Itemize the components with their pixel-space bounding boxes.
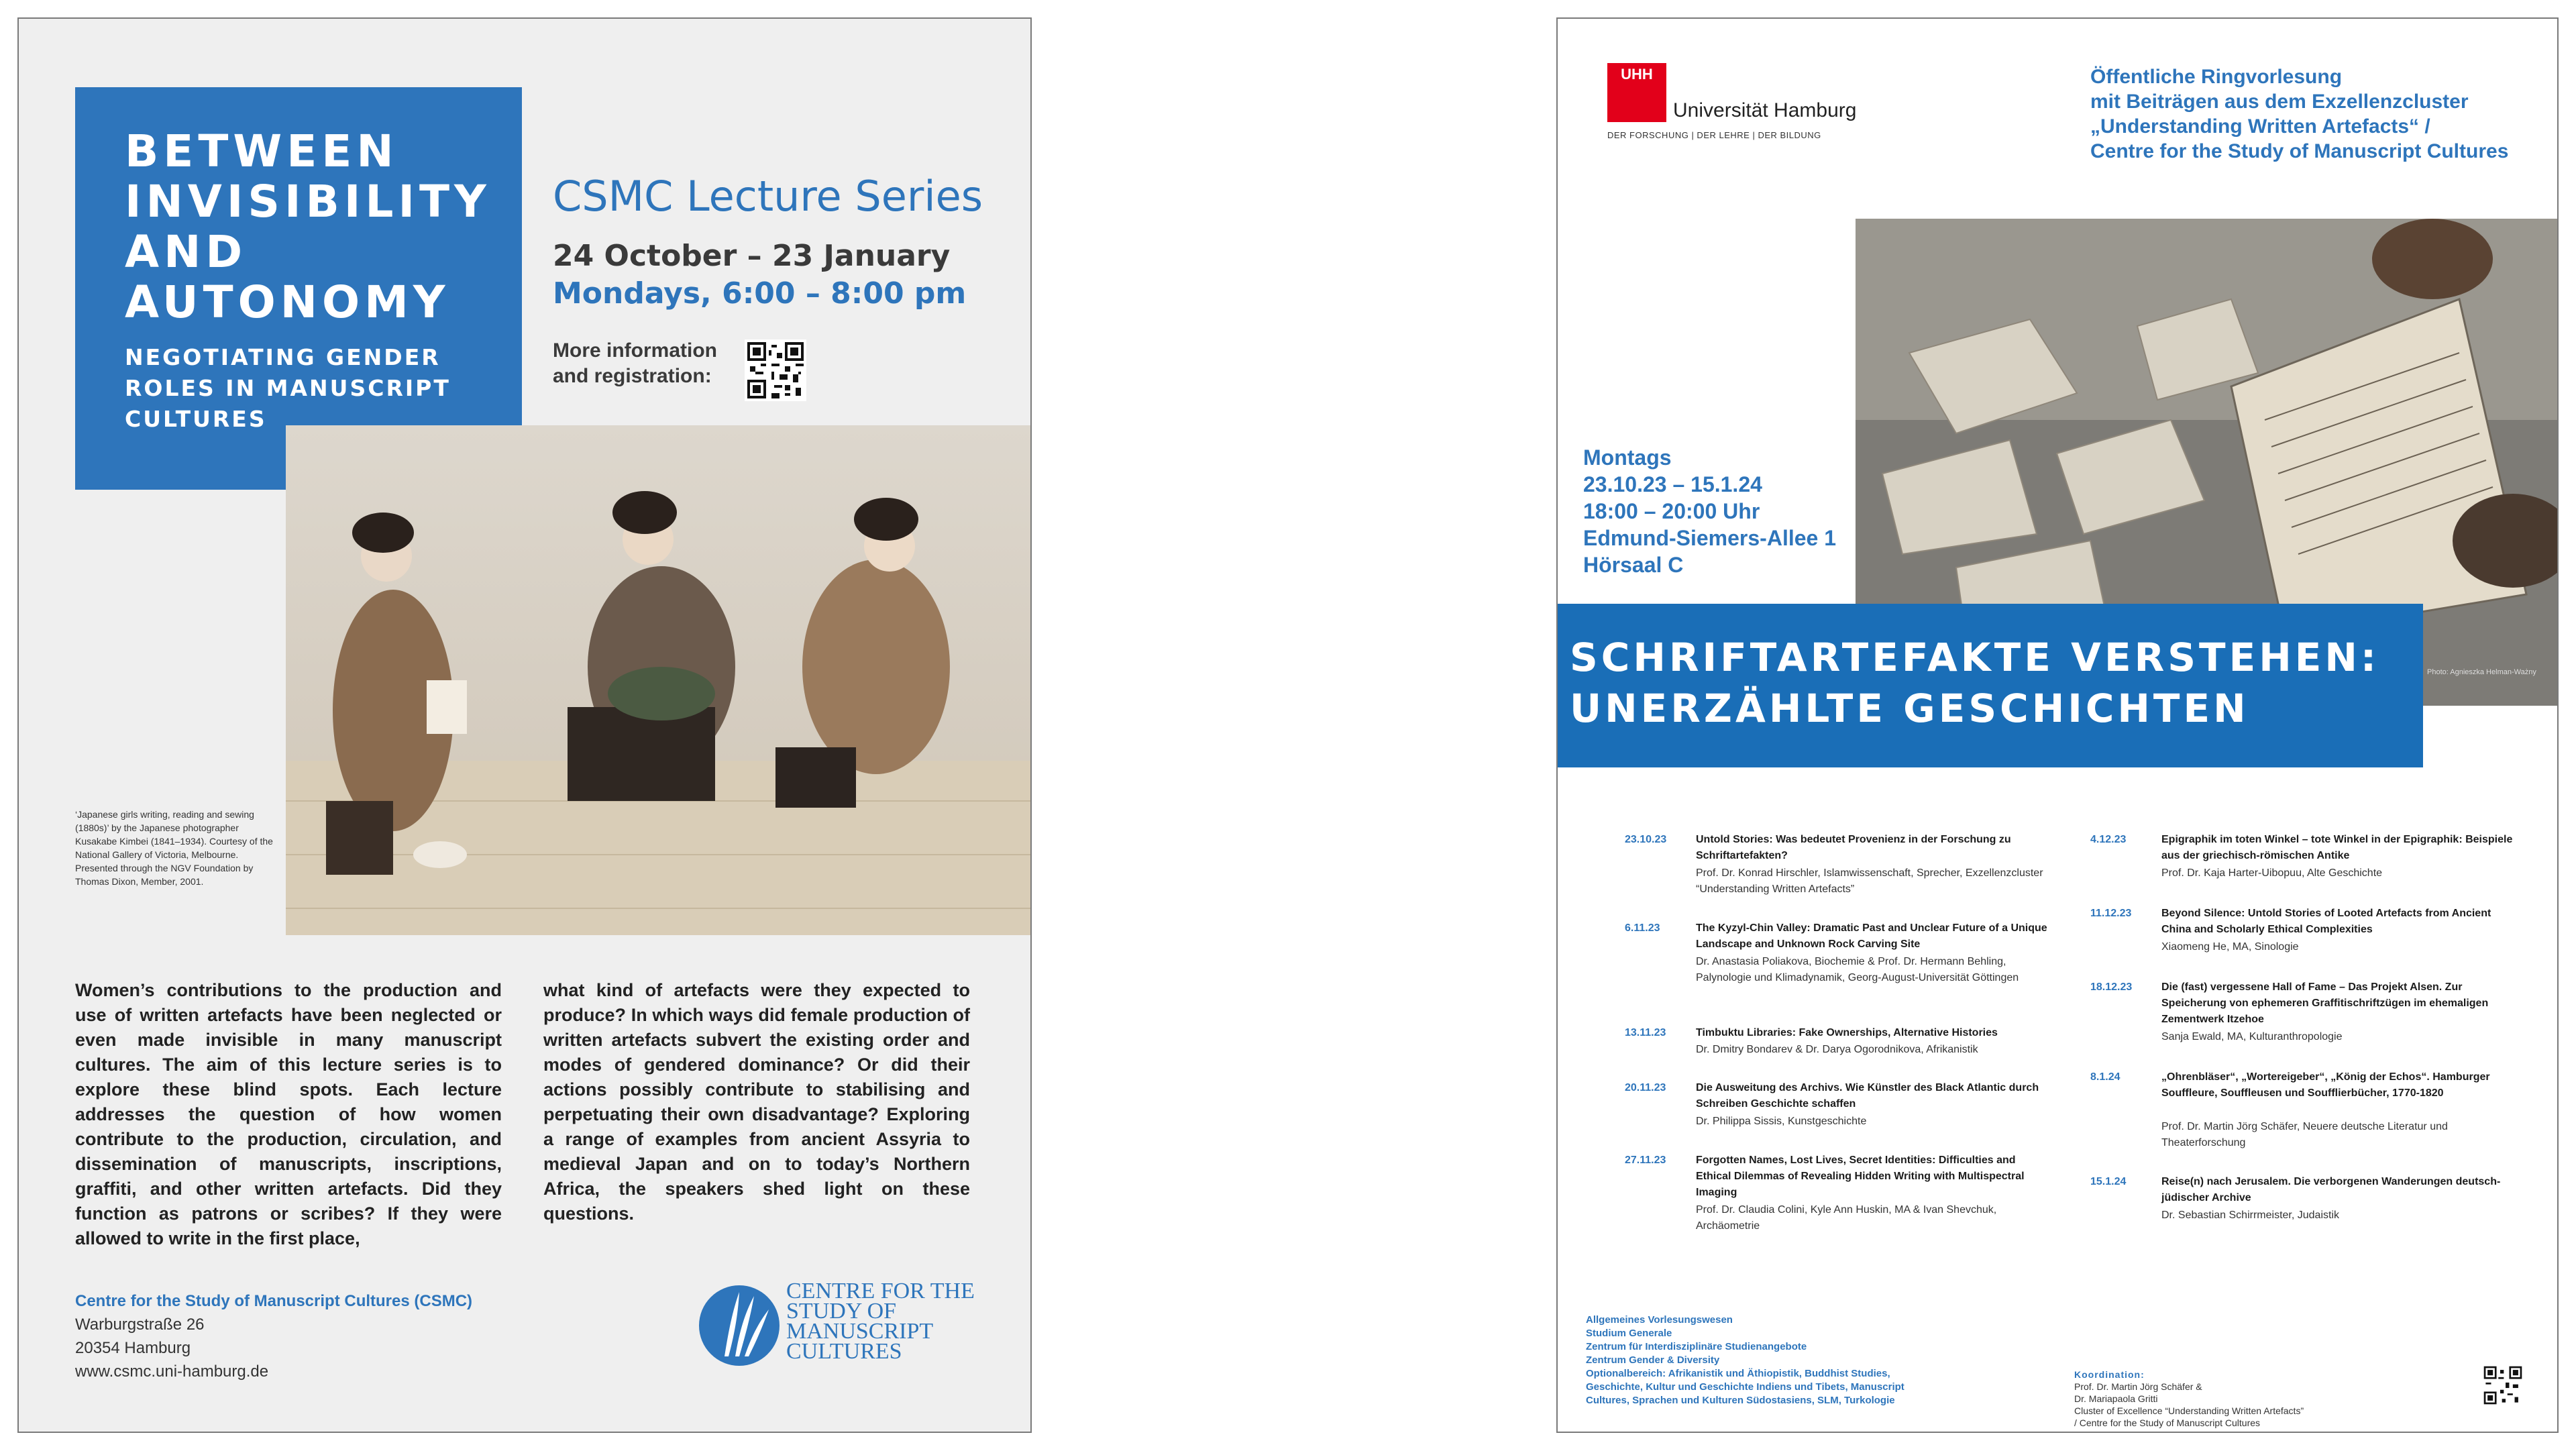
contact-block xyxy=(75,1289,472,1383)
university-tagline: DER FORSCHUNG | DER LEHRE | DER BILDUNG xyxy=(1607,130,1821,140)
lecture-title: „Ohrenbläser“, „Wortereigeber“, „König der Echos“. Hamburger Souffleure, Souffleusen und Soufflierbücher, 1770-1820 xyxy=(2161,1071,2490,1099)
historic-photograph-japanese-girls xyxy=(286,425,1030,935)
lecture-date: 15.1.24 xyxy=(2090,1176,2127,1187)
lecture-title: Timbuktu Libraries: Fake Ownerships, Alternative Histories xyxy=(1696,1027,1998,1038)
poster-title: SCHRIFTARTEFAKTE VERSTEHEN: UNERZÄHLTE GESCHICHTEN xyxy=(1570,635,2380,731)
coordination-line: Cluster of Excellence “Understanding Written Artefacts” xyxy=(2074,1405,2304,1416)
lecture-speaker: Dr. Dmitry Bondarev & Dr. Darya Ogorodnikova, Afrikanistik xyxy=(1696,1044,1978,1055)
organizer-line: Geschichte, Kultur und Geschichte Indiens und Tibets, Manuscript xyxy=(1586,1381,1904,1393)
lecture-date: 11.12.23 xyxy=(2090,908,2132,919)
lecture-speaker: Prof. Dr. Martin Jörg Schäfer, Neuere deutsche Literatur und Theaterforschung xyxy=(2161,1121,2448,1148)
intro-text-column-1: Women’s contributions to the production and use of written artefacts have been neglected or even made invisible in many manuscript cultures. The aim of this lecture series is to explore these blind spots. Each lecture addresses the question of how women contribute to the production, circulation, and dissemination of manuscripts, inscriptions, graffiti, and other written artefacts. Did they function as patrons or scribes? If they were allowed to write in the first place, xyxy=(75,980,502,1248)
program-qr-code[interactable] xyxy=(2482,1364,2524,1406)
organizers-list xyxy=(1586,1313,1904,1407)
lecture-title: Die Ausweitung des Archivs. Wie Künstler des Black Atlantic durch Schreiben Geschichte schaffen xyxy=(1696,1082,2039,1110)
title-bar xyxy=(1558,604,2423,767)
lecture-date: 8.1.24 xyxy=(2090,1071,2121,1083)
university-name: Universität Hamburg xyxy=(1673,99,1857,121)
lecture-title: Beyond Silence: Untold Stories of Looted Artefacts from Ancient China and Scholarly Ethical Complexities xyxy=(2161,908,2491,935)
organizer-line: Cultures, Sprachen und Kulturen Südostasiens, SLM, Turkologie xyxy=(1586,1395,1895,1406)
contact-city: 20354 Hamburg xyxy=(75,1339,191,1357)
lecture-date: 27.11.23 xyxy=(1625,1155,1666,1166)
photo-caption: ‘Japanese girls writing, reading and sewing (1880s)’ by the Japanese photographer Kusakabe Kimbei (1841–1934). Courtesy of the National Gallery of Victoria, Melbourne. Presented through the NGV Foundation by Thomas Dixon, Member, 2001. xyxy=(75,809,273,887)
lecture-date: 4.12.23 xyxy=(2090,834,2127,845)
lecture-title: Forgotten Names, Lost Lives, Secret Identities: Difficulties and Ethical Dilemmas of Revealing Hidden Writing with Multispectral Imaging xyxy=(1696,1155,2025,1198)
lecture-speaker: Prof. Dr. Kaja Harter-Uibopuu, Alte Geschichte xyxy=(2161,867,2383,879)
photo-credit: Photo: Agnieszka Helman-Ważny xyxy=(2427,668,2536,676)
lecture-series-header: Öffentliche Ringvorlesung mit Beiträgen aus dem Exzellenzcluster „Understanding Written Artefacts“ / Centre for the Study of Manuscript Cultures xyxy=(2090,66,2509,162)
lecture-title: Untold Stories: Was bedeutet Provenienz in der Forschung zu Schriftartefakten? xyxy=(1696,834,2011,861)
csmc-logo-text: CENTRE FOR THE STUDY OF MANUSCRIPT CULTURES xyxy=(786,1279,975,1364)
registration-qr-code[interactable] xyxy=(745,339,806,401)
organizer-line: Studium Generale xyxy=(1586,1328,1672,1339)
uh-mark-icon: UHH xyxy=(1607,63,1666,122)
series-name: CSMC Lecture Series xyxy=(553,172,983,221)
lecture-speaker: Dr. Sebastian Schirrmeister, Judaistik xyxy=(2161,1210,2339,1221)
coordination-block xyxy=(2074,1368,2304,1429)
coordination-label: Koordination: xyxy=(2074,1369,2145,1380)
coordination-line: / Centre for the Study of Manuscript Cultures xyxy=(2074,1417,2261,1428)
lecture-speaker: Dr. Anastasia Poliakova, Biochemie & Prof. Dr. Hermann Behling, Palynologie und Klimadynamik, Georg-August-Universität Göttingen xyxy=(1696,956,2019,983)
poster-title: BETWEEN INVISIBILITY AND AUTONOMY xyxy=(125,125,491,328)
poster-subtitle: NEGOTIATING GENDER ROLES IN MANUSCRIPT CULTURES xyxy=(125,344,451,432)
contact-name: Centre for the Study of Manuscript Cultures (CSMC) xyxy=(75,1292,473,1310)
organizer-line: Allgemeines Vorlesungswesen xyxy=(1586,1314,1733,1326)
lecture-speaker: Dr. Philippa Sissis, Kunstgeschichte xyxy=(1696,1116,1867,1127)
feather-logo-icon xyxy=(698,1284,781,1367)
lecture-date: 6.11.23 xyxy=(1625,922,1660,934)
lecture-date: 20.11.23 xyxy=(1625,1082,1666,1093)
lecture-speaker: Sanja Ewald, MA, Kulturanthropologie xyxy=(2161,1031,2343,1042)
contact-street: Warburgstraße 26 xyxy=(75,1316,205,1334)
lecture-speaker: Prof. Dr. Konrad Hirschler, Islamwissenschaft, Sprecher, Exzellenzcluster “Understanding Written Artefacts” xyxy=(1696,867,2043,895)
lecture-title: Die (fast) vergessene Hall of Fame – Das Projekt Alsen. Zur Speicherung von ephemeren Graffitischriftzügen im ehemaligen Zementwerk Itzehoe xyxy=(2161,981,2489,1025)
coordination-line: Prof. Dr. Martin Jörg Schäfer & xyxy=(2074,1381,2202,1392)
lecture-title: The Kyzyl-Chin Valley: Dramatic Past and Unclear Future of a Unique Landscape and Unknown Rock Carving Site xyxy=(1696,922,2047,950)
organizer-line: Optionalbereich: Afrikanistik und Äthiopistik, Buddhist Studies, xyxy=(1586,1368,1890,1379)
contact-website[interactable]: www.csmc.uni-hamburg.de xyxy=(75,1362,269,1381)
lecture-title: Reise(n) nach Jerusalem. Die verborgenen Wanderungen deutsch-jüdischer Archive xyxy=(2161,1176,2501,1203)
organizer-line: Zentrum Gender & Diversity xyxy=(1586,1354,1720,1366)
organizer-line: Zentrum für Interdisziplinäre Studienangebote xyxy=(1586,1341,1807,1352)
english-lecture-poster xyxy=(17,17,1032,1433)
lecture-title: Epigraphik im toten Winkel – tote Winkel in der Epigraphik: Beispiele aus der griechisch-römischen Antike xyxy=(2161,834,2513,861)
csmc-logo xyxy=(698,1280,979,1374)
series-dates: 24 October – 23 January xyxy=(553,239,951,273)
universitaet-hamburg-logo xyxy=(1607,63,1889,144)
event-info: Montags 23.10.23 – 15.1.24 18:00 – 20:00 Uhr Edmund-Siemers-Allee 1 Hörsaal C xyxy=(1583,445,1836,577)
lecture-speaker: Xiaomeng He, MA, Sinologie xyxy=(2161,941,2299,953)
lecture-date: 18.12.23 xyxy=(2090,981,2133,993)
series-time: Mondays, 6:00 – 8:00 pm xyxy=(553,276,967,311)
more-info-label: More information and registration: xyxy=(553,339,717,387)
lecture-speaker: Prof. Dr. Claudia Colini, Kyle Ann Huskin, MA & Ivan Shevchuk, Archäometrie xyxy=(1696,1204,1997,1232)
german-lecture-poster xyxy=(1556,17,2559,1433)
lecture-date: 23.10.23 xyxy=(1625,834,1667,845)
coordination-line: Dr. Mariapaola Gritti xyxy=(2074,1393,2158,1404)
intro-text-column-2: what kind of artefacts were they expected to produce? In which ways did female production of written artefacts subvert the existing order and modes of gendered dominance? Or did their actions possibly contribute to stabilising and perpetuating their own disadvantage? Exploring a range of examples from ancient Assyria to medieval Japan and on to today’s Northern Africa, the speakers shed light on these questions. xyxy=(543,980,970,1224)
lecture-date: 13.11.23 xyxy=(1625,1027,1666,1038)
